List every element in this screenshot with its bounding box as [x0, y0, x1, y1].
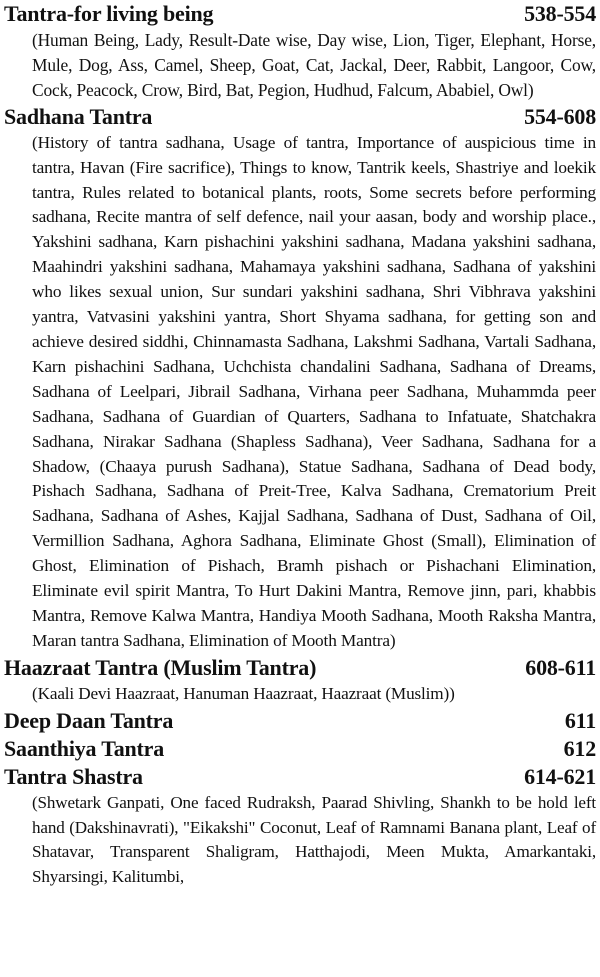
- entry-heading: [4, 0, 596, 28]
- entry-description: (Human Being, Lady, Result-Date wise, Day wise, Lion, Tiger, Elephant, Horse, Mule, Dog, Ass, Camel, Sheep, Goat, Cat, Jackal, Deer, Rabbit, Langoor, Cow, Cock, Peacock, Crow, Bird, Bat, Pegion, Hudhud, Falcum, Ababiel, Owl): [32, 30, 596, 100]
- entry-title: Tantra Shastra: [4, 763, 143, 789]
- contents-entry: [4, 103, 596, 654]
- entry-title: Tantra-for living being: [4, 1, 214, 26]
- entry-page-range: 538-554: [524, 1, 596, 26]
- entry-title: Saanthiya Tantra: [4, 735, 165, 761]
- contents-entry: [4, 654, 596, 707]
- entry-description: (Kaali Devi Haazraat, Hanuman Haazraat, Haazraat (Muslim)): [32, 683, 455, 703]
- entry-description: (Shwetark Ganpati, One faced Rudraksh, Paarad Shivling, Shankh to be hold left hand (Dakshinavrati), "Eikakshi" Coconut, Leaf of Ramnami Banana plant, Leaf of Shatavar, Transparent Shaligram, Hatthajodi, Meen Mukta, Amarkantaki, Shyarsingi, Kalitumbi,: [32, 792, 596, 887]
- entry-description: (History of tantra sadhana, Usage of tantra, Importance of auspicious time in tantra, Havan (Fire sacrifice), Things to know, Tantrik keels, Shastriye and loekik tantra, Rules related to botanical plants, roots, Some secrets before performing sadhana, Recite mantra of self defence, nail your aasan, body and worship place., Yakshini sadhana, Karn pishachini yakshini sadhana, Madana yakshini sadhana, Maahindri yakshini sadhana, Mahamaya yakshini sadhana, Sadhana of yakshini who likes sexual union, Sur sundari yakshini sadhana, Shri Vibhrava yakshini yantra, Vatvasini yakshini yantra, Short Shyama sadhana, for getting son and achieve desired siddhi, Chinnamasta Sadhana, Lakshmi Sadhana, Vartali Sadhana, Karn pishachini Sadhana, Uchchista chandalini Sadhana, Sadhana of Dreams, Sadhana of Leelpari, Jibrail Sadhana, Virhana peer Sadhana, Muhammda peer Sadhana, Sadhana of Guardian of Quarters, Sadhana to Infatuate, Shatchakra Sadhana, Nirakar Sadhana (Shapless Sadhana), Veer Sadhana, Sadhana for a Shadow, (Chaaya purush Sadhana), Statue Sadhana, Sadhana of Dead body, Pishach Sadhana, Sadhana of Preit-Tree, Kalva Sadhana, Crematorium Preit Sadhana, Sadhana of Ashes, Kajjal Sadhana, Sadhana of Dust, Sadhana of Oil, Vermillion Sadhana, Aghora Sadhana, Eliminate Ghost (Small), Elimination of Ghost, Elimination of Pishach, Bramh pishach or Pishachani Elimination, Eliminate evil spirit Mantra, To Hurt Dakini Mantra, Remove jinn, pari, khabbis Mantra, Remove Kalwa Mantra, Handiya Mooth Sadhana, Mooth Raksha Mantra, Maran tantra Sadhana, Elimination of Mooth Mantra): [32, 132, 596, 650]
- entry-heading: [4, 763, 596, 791]
- entry-page-range: 612: [563, 735, 596, 761]
- contents-entry: [4, 707, 596, 735]
- entry-page-range: 614-621: [524, 763, 596, 789]
- entry-heading: [4, 735, 596, 763]
- contents-entry: [4, 0, 596, 103]
- entry-page-range: 608-611: [525, 654, 596, 680]
- contents-entry: [4, 763, 596, 891]
- contents-entry: [4, 735, 596, 763]
- entry-title: Sadhana Tantra: [4, 103, 153, 129]
- entry-heading: [4, 103, 596, 131]
- entry-heading: [4, 654, 596, 682]
- entry-heading: [4, 707, 596, 735]
- entry-title: Haazraat Tantra (Muslim Tantra): [4, 654, 317, 680]
- entry-page-range: 611: [564, 707, 596, 733]
- entry-page-range: 554-608: [524, 103, 596, 129]
- entry-title: Deep Daan Tantra: [4, 707, 174, 733]
